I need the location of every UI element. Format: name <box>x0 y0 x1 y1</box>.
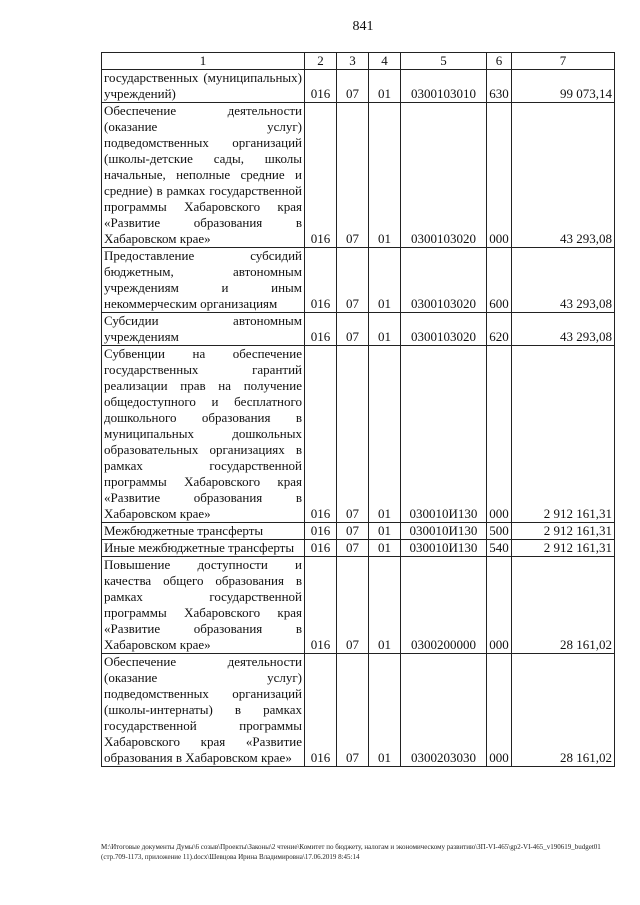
code-cell-c3: 07 <box>337 523 369 540</box>
code-cell-c6: 600 <box>487 248 512 313</box>
amount-cell: 43 293,08 <box>512 313 615 346</box>
row-name-cell <box>102 70 305 103</box>
code-cell-c6: 000 <box>487 654 512 767</box>
code-cell-c4: 01 <box>369 654 401 767</box>
code-cell-c3: 07 <box>337 70 369 103</box>
header-cell: 6 <box>487 53 512 70</box>
table-row <box>102 313 615 346</box>
code-cell-c5: 0300103020 <box>401 313 487 346</box>
code-cell-c6: 000 <box>487 346 512 523</box>
code-cell-c6: 000 <box>487 557 512 654</box>
table-row <box>102 248 615 313</box>
amount-cell: 2 912 161,31 <box>512 346 615 523</box>
code-cell-c2: 016 <box>305 103 337 248</box>
code-cell-c3: 07 <box>337 313 369 346</box>
document-path-footer: M:\Итоговые документы Думы\6 созыв\Проекты\Законы\2 чтение\Комитет по бюджету, налогам и экономическому развитию\ЗП-VI-465\gp2-VI-465_v190619_budget01 (стр.709-1173, приложение 11).docx\Шевцова Ирина Владимировна\17.06.2019 8:45:14 <box>101 843 601 861</box>
table-row <box>102 540 615 557</box>
table-row <box>102 103 615 248</box>
row-name-text: Обеспечение деятельности (оказание услуг) подведомственных организаций (школы-детские сады, школы начальные, неполные средние и средние) в рамках государственной программы Хабаровского края «Развитие образования в Хабаровском крае» <box>104 103 302 246</box>
code-cell-c4: 01 <box>369 313 401 346</box>
table-row <box>102 346 615 523</box>
code-cell-c5: 0300103020 <box>401 248 487 313</box>
code-cell-c5: 0300103010 <box>401 70 487 103</box>
row-name-cell <box>102 654 305 767</box>
code-cell-c6: 620 <box>487 313 512 346</box>
code-cell-c2: 016 <box>305 70 337 103</box>
table-header-row <box>102 53 615 70</box>
code-cell-c5: 030010И130 <box>401 540 487 557</box>
code-cell-c4: 01 <box>369 346 401 523</box>
header-cell: 2 <box>305 53 337 70</box>
row-name-text: Предоставление субсидий бюджетным, автономным учреждениям и иным некоммерческим организациям <box>104 248 302 311</box>
code-cell-c6: 540 <box>487 540 512 557</box>
code-cell-c2: 016 <box>305 248 337 313</box>
code-cell-c2: 016 <box>305 523 337 540</box>
amount-cell: 2 912 161,31 <box>512 523 615 540</box>
row-name-text: государственных (муниципальных) учреждений) <box>104 70 302 101</box>
row-name-text: Обеспечение деятельности (оказание услуг) подведомственных организаций (школы-интернаты) в рамках государственной программы Хабаровского края «Развитие образования в Хабаровском крае» <box>104 654 302 765</box>
code-cell-c4: 01 <box>369 103 401 248</box>
table-row <box>102 70 615 103</box>
code-cell-c3: 07 <box>337 346 369 523</box>
table-row <box>102 557 615 654</box>
code-cell-c4: 01 <box>369 540 401 557</box>
row-name-cell <box>102 248 305 313</box>
code-cell-c3: 07 <box>337 654 369 767</box>
row-name-cell <box>102 523 305 540</box>
code-cell-c2: 016 <box>305 557 337 654</box>
row-name-text: Иные межбюджетные трансферты <box>104 540 295 555</box>
code-cell-c4: 01 <box>369 248 401 313</box>
code-cell-c4: 01 <box>369 523 401 540</box>
amount-cell: 28 161,02 <box>512 654 615 767</box>
row-name-cell <box>102 540 305 557</box>
header-cell: 4 <box>369 53 401 70</box>
row-name-text: Повышение доступности и качества общего образования в рамках государственной программы Хабаровского края «Развитие образования в Хабаровском крае» <box>104 557 302 652</box>
header-cell: 1 <box>102 53 305 70</box>
code-cell-c5: 0300200000 <box>401 557 487 654</box>
row-name-cell <box>102 103 305 248</box>
table-row <box>102 523 615 540</box>
code-cell-c5: 030010И130 <box>401 346 487 523</box>
code-cell-c2: 016 <box>305 313 337 346</box>
code-cell-c5: 0300203030 <box>401 654 487 767</box>
code-cell-c2: 016 <box>305 540 337 557</box>
row-name-cell <box>102 313 305 346</box>
row-name-text: Субсидии автономным учреждениям <box>104 313 302 344</box>
row-name-cell <box>102 557 305 654</box>
code-cell-c2: 016 <box>305 654 337 767</box>
code-cell-c3: 07 <box>337 103 369 248</box>
page-number: 841 <box>352 19 374 34</box>
row-name-cell <box>102 346 305 523</box>
header-cell: 7 <box>512 53 615 70</box>
code-cell-c4: 01 <box>369 70 401 103</box>
code-cell-c4: 01 <box>369 557 401 654</box>
code-cell-c3: 07 <box>337 557 369 654</box>
code-cell-c3: 07 <box>337 540 369 557</box>
row-name-text: Субвенции на обеспечение государственных гарантий реализации прав на получение общедоступного и бесплатного дошкольного образования в муниципальных дошкольных образовательных организациях в рамках государственной программы Хабаровского края «Развитие образования в Хабаровском крае» <box>104 346 302 521</box>
code-cell-c5: 0300103020 <box>401 103 487 248</box>
table-row <box>102 654 615 767</box>
code-cell-c6: 000 <box>487 103 512 248</box>
code-cell-c6: 500 <box>487 523 512 540</box>
budget-table <box>101 52 615 767</box>
code-cell-c3: 07 <box>337 248 369 313</box>
amount-cell: 43 293,08 <box>512 103 615 248</box>
header-cell: 5 <box>401 53 487 70</box>
code-cell-c2: 016 <box>305 346 337 523</box>
header-cell: 3 <box>337 53 369 70</box>
amount-cell: 2 912 161,31 <box>512 540 615 557</box>
row-name-text: Межбюджетные трансферты <box>104 523 264 538</box>
code-cell-c5: 030010И130 <box>401 523 487 540</box>
code-cell-c6: 630 <box>487 70 512 103</box>
amount-cell: 43 293,08 <box>512 248 615 313</box>
amount-cell: 28 161,02 <box>512 557 615 654</box>
amount-cell: 99 073,14 <box>512 70 615 103</box>
